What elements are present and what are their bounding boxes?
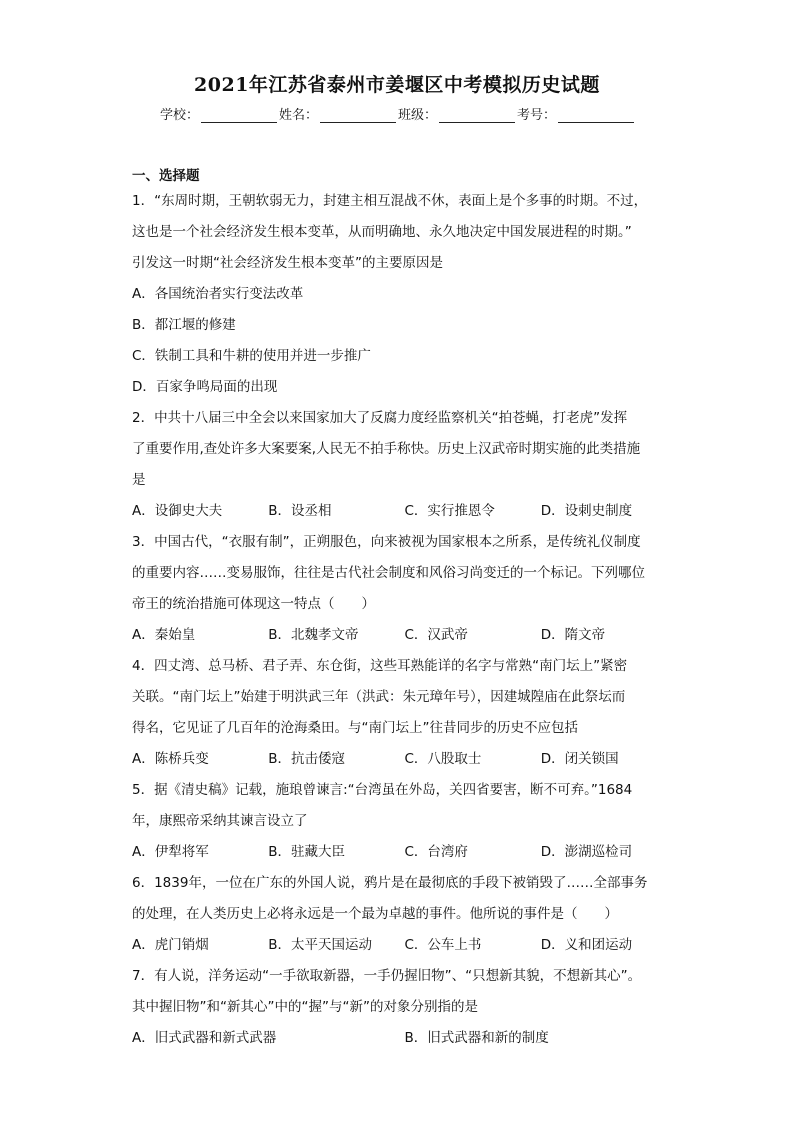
answer-option[interactable]: A．虎门销烟 xyxy=(132,937,209,953)
question-stem-line: 的重要内容……变易服饰，往往是古代社会制度和风俗习尚变迁的一个标记。下列哪位 xyxy=(132,565,645,581)
question-stem-line: 1．“东周时期，王朝软弱无力，封建主相互混战不休，表面上是个多事的时期。不过， xyxy=(132,193,648,209)
exam-number-label: 考号： xyxy=(517,108,557,123)
exam-number-field xyxy=(517,104,634,123)
school-field xyxy=(160,104,277,123)
exam-title: 2021年江苏省泰州市姜堰区中考模拟历史试题 xyxy=(194,74,600,96)
answer-option[interactable]: C．八股取士 xyxy=(404,751,482,767)
answer-option[interactable]: B．驻藏大臣 xyxy=(268,844,346,860)
answer-option[interactable]: B．抗击倭寇 xyxy=(268,751,346,767)
option-row xyxy=(132,313,677,344)
question-stem-line: 4．四丈湾、总马桥、君子弄、东仓街，这些耳熟能详的名字与常熟“南门坛上”紧密 xyxy=(132,658,628,674)
option-row xyxy=(132,933,677,964)
question-5 xyxy=(132,778,677,871)
answer-option[interactable]: C．铁制工具和牛耕的使用并进一步推广 xyxy=(132,348,371,364)
question-stem-line: 引发这一时期“社会经济发生根本变革”的主要原因是 xyxy=(132,255,443,271)
answer-option[interactable]: A．各国统治者实行变法改革 xyxy=(132,286,304,302)
answer-option[interactable]: C．公车上书 xyxy=(404,937,482,953)
school-blank xyxy=(201,108,277,123)
option-row xyxy=(132,623,677,654)
question-stem-line: 得名，它见证了几百年的沧海桑田。与“南门坛上”往昔同步的历史不应包括 xyxy=(132,720,578,736)
question-stem-line: 7．有人说，洋务运动“一手欲取新器，一手仍握旧物”、“只想新其貌，不想新其心”。 xyxy=(132,968,642,984)
answer-option[interactable]: C．台湾府 xyxy=(404,844,468,860)
question-4 xyxy=(132,654,677,778)
name-label: 姓名： xyxy=(278,108,318,123)
exam-number-blank xyxy=(558,108,634,123)
answer-option[interactable]: B．设丞相 xyxy=(268,503,332,519)
question-stem-line: 了重要作用,查处许多大案要案,人民无不拍手称快。历史上汉武帝时期实施的此类措施 xyxy=(132,441,641,457)
answer-option[interactable]: C．汉武帝 xyxy=(404,627,468,643)
answer-option[interactable]: D．澎湖巡检司 xyxy=(540,844,633,860)
answer-option[interactable]: A．旧式武器和新式武器 xyxy=(132,1030,277,1046)
option-row xyxy=(132,282,677,313)
name-field xyxy=(279,104,396,123)
question-stem-line: 3．中国古代，“衣服有制”，正朔服色，向来被视为国家根本之所系，是传统礼仪制度 xyxy=(132,534,641,550)
answer-option[interactable]: A．设御史大夫 xyxy=(132,503,223,519)
answer-option[interactable]: D．设刺史制度 xyxy=(540,503,633,519)
question-2 xyxy=(132,406,677,530)
question-stem-line: 的处理，在人类历史上必将永远是一个最为卓越的事件。他所说的事件是（ ） xyxy=(132,906,618,922)
answer-option[interactable]: B．旧式武器和新的制度 xyxy=(404,1030,549,1046)
option-row xyxy=(132,1026,677,1057)
answer-option[interactable]: A．陈桥兵变 xyxy=(132,751,209,767)
question-stem-line: 6．1839年，一位在广东的外国人说，鸦片是在最彻底的手段下被销毁了……全部事务 xyxy=(132,875,648,891)
answer-option[interactable]: D．百家争鸣局面的出现 xyxy=(132,379,278,395)
answer-option[interactable]: B．北魏孝文帝 xyxy=(268,627,359,643)
name-blank xyxy=(320,108,396,123)
answer-option[interactable]: A．伊犁将军 xyxy=(132,844,209,860)
question-stem-line: 这也是一个社会经济发生根本变革，从而明确地、永久地决定中国发展进程的时期。” xyxy=(132,224,632,240)
question-6 xyxy=(132,871,677,964)
question-stem-line: 年，康熙帝采纳其谏言设立了 xyxy=(132,813,308,829)
answer-option[interactable]: B．太平天国运动 xyxy=(268,937,373,953)
option-row xyxy=(132,747,677,778)
question-3 xyxy=(132,530,677,654)
class-blank xyxy=(439,108,515,123)
question-stem-line: 5．据《清史稿》记载，施琅曾谏言:“台湾虽在外岛，关四省要害，断不可弃。”1684 xyxy=(132,782,633,798)
question-stem-line: 关联。“南门坛上”始建于明洪武三年（洪武：朱元璋年号），因建城隍庙在此祭坛而 xyxy=(132,689,626,705)
student-info-row xyxy=(0,104,794,123)
answer-option[interactable]: D．义和团运动 xyxy=(540,937,633,953)
class-label: 班级： xyxy=(398,108,438,123)
option-row xyxy=(132,344,677,375)
question-stem-line: 2．中共十八届三中全会以来国家加大了反腐力度经监察机关“拍苍蝇，打老虎”发挥 xyxy=(132,410,628,426)
question-1 xyxy=(132,189,677,406)
option-row xyxy=(132,375,677,406)
option-row xyxy=(132,499,677,530)
question-stem-line: 其中握旧物”和“新其心”中的“握”与“新”的对象分别指的是 xyxy=(132,999,478,1015)
question-stem-line: 是 xyxy=(132,472,146,488)
section-title: 一、选择题 xyxy=(132,168,200,184)
answer-option[interactable]: A．秦始皇 xyxy=(132,627,196,643)
answer-option[interactable]: C．实行推恩令 xyxy=(404,503,495,519)
answer-option[interactable]: D．闭关锁国 xyxy=(540,751,619,767)
question-list xyxy=(132,163,677,1057)
answer-option[interactable]: D．隋文帝 xyxy=(540,627,606,643)
answer-option[interactable]: B．都江堰的修建 xyxy=(132,317,236,333)
class-field xyxy=(398,104,515,123)
question-stem-line: 帝王的统治措施可体现这一特点（ ） xyxy=(132,596,375,612)
school-label: 学校： xyxy=(159,108,199,123)
question-7 xyxy=(132,964,677,1057)
option-row xyxy=(132,840,677,871)
